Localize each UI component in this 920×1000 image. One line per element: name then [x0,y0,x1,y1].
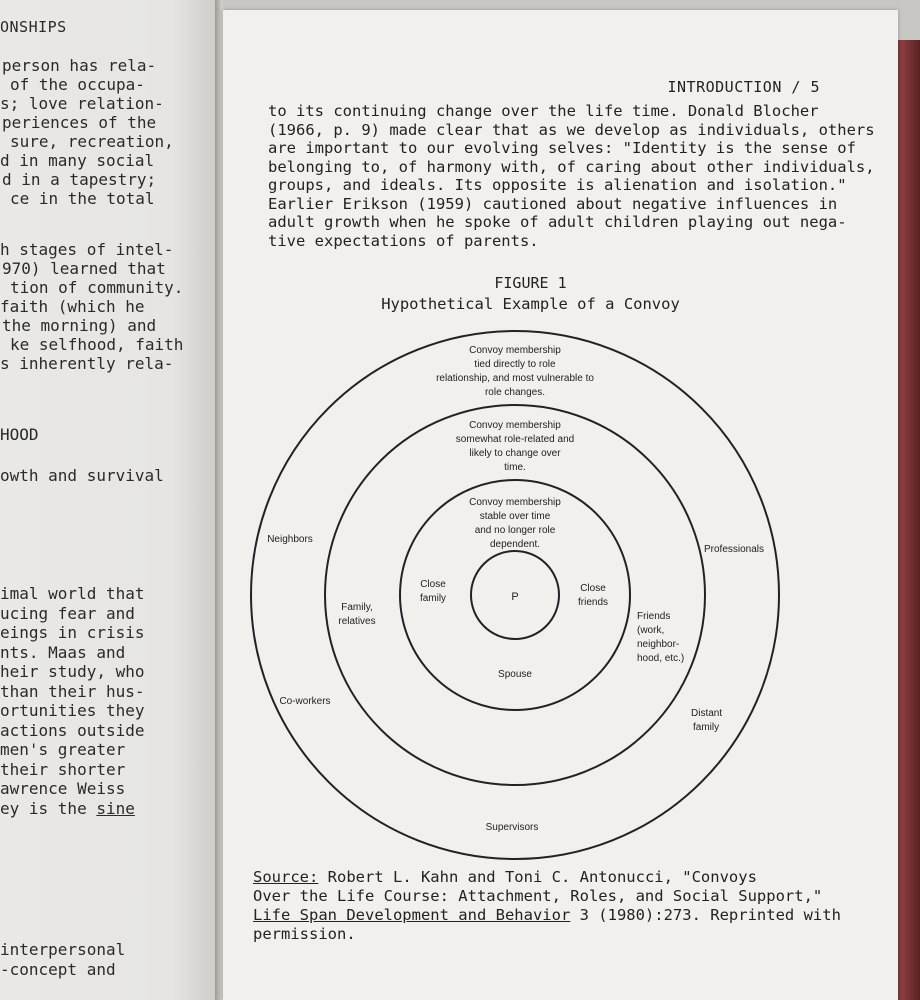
left-text-line [0,799,135,818]
close-friends-label: friends [577,597,609,608]
professionals-label: Professionals [704,544,765,555]
source-journal: Life Span Development and Behavior [253,906,571,924]
left-text-line: s inherently rela- [0,354,174,373]
book-gutter [215,0,223,1000]
left-underlined-word: sine [96,798,135,818]
left-section-heading: HOOD [0,425,39,444]
left-text-line: owth and survival [0,466,164,485]
neighbors-label: Neighbors [267,534,313,545]
source-text: permission. [253,925,356,943]
outer-caption-line: role changes. [484,387,546,398]
outer-caption-line: Convoy membership [469,345,561,356]
friends-label: hood, etc.) [637,653,685,664]
co-workers-label: Co-workers [279,696,331,707]
family-relatives-label: Family, [341,602,373,613]
left-text-line: imal world that [0,584,145,603]
paragraph-line: belonging to, of harmony with, of caring about other individuals, [268,157,875,176]
left-text-line: their shorter [0,759,126,779]
left-text-line: than their hus- [0,681,145,701]
convoy-diagram [245,325,815,865]
source-label: Source: [253,868,319,886]
left-text-line: of the occupa- [10,75,145,94]
left-text-line: d in many social [0,151,155,170]
inner-caption-line: Convoy membership [469,497,561,508]
middle-caption-line: Convoy membership [469,420,561,431]
distant-family-label: family [693,722,720,733]
running-head: INTRODUCTION / 5 [667,78,820,96]
middle-caption-line: time. [504,462,526,473]
figure-number: FIGURE 1 [494,274,567,292]
left-text-line: sure, recreation, [10,132,174,151]
left-running-head: ONSHIPS [0,18,67,36]
source-text: Robert L. Kahn and Toni C. Antonucci, "Convoys [318,868,757,886]
inner-caption-line: stable over time [479,511,551,522]
friends-label: neighbor- [637,639,680,650]
center-label: P [511,591,519,603]
left-text-line: -concept and [0,960,116,979]
paragraph-line: Earlier Erikson (1959) cautioned about negative influences in [268,194,838,213]
paragraph-line: tive expectations of parents. [268,231,539,250]
left-text-line: ke selfhood, faith [10,335,184,354]
inner-caption-line: and no longer role [474,525,556,536]
middle-caption-line: somewhat role-related and [455,434,575,445]
left-text-line: periences of the [2,113,157,132]
close-family-label: Close [420,579,446,590]
left-text-line: h stages of intel- [0,240,174,259]
figure-source [253,868,841,944]
left-text-line: ucing fear and [0,603,135,623]
paragraph-line: adult growth when he spoke of adult children playing out nega- [268,213,847,231]
paragraph-line: groups, and ideals. Its opposite is alienation and isolation." [268,176,847,194]
body-paragraph [268,102,875,250]
friends-label: (work, [637,625,665,636]
left-text-line: interpersonal [0,940,126,959]
left-text-line: eings in crisis [0,623,145,642]
family-relatives-label: relatives [338,616,376,627]
supervisors-label: Supervisors [485,822,539,833]
middle-caption-line: likely to change over [469,448,561,459]
friends-label: Friends [637,611,671,622]
left-text-line: tion of community. [10,278,184,297]
left-text-line: ce in the total [10,189,155,208]
source-text: 3 (1980):273. Reprinted with [570,906,841,924]
paragraph-line: (1966, p. 9) made clear that as we develop as individuals, others [268,120,875,139]
left-page [0,0,216,1000]
outer-caption-line: relationship, and most vulnerable to [436,373,594,384]
paragraph-line: are important to our evolving selves: "Identity is the sense of [268,139,856,157]
close-family-label: family [419,593,447,604]
left-text-fragment: ey is the [0,798,97,818]
left-text-line: nts. Maas and [0,642,126,662]
left-text-line: d in a tapestry; [2,170,157,189]
left-text-line: actions outside [0,720,145,740]
close-friends-label: Close [580,583,606,594]
left-text-line: 970) learned that [2,259,166,278]
spouse-label: Spouse [498,669,532,680]
left-text-line: ortunities they [0,701,145,720]
right-page [223,10,898,1000]
figure-title: Hypothetical Example of a Convoy [381,295,680,313]
inner-caption-line: dependent. [489,539,541,550]
left-text-line: men's greater [0,740,126,759]
paragraph-line: to its continuing change over the life time. Donald Blocher [268,102,819,120]
left-text-line: faith (which he [0,297,145,316]
left-text-line: s; love relation- [0,94,164,113]
left-text-line: heir study, who [0,662,145,681]
left-text-line: awrence Weiss [0,779,126,798]
left-text-line: person has rela- [2,56,157,75]
left-text-line: the morning) and [2,316,157,335]
outer-caption-line: tied directly to role [474,359,556,370]
distant-family-label: Distant [691,708,723,719]
source-text: Over the Life Course: Attachment, Roles, and Social Support," [253,887,823,905]
